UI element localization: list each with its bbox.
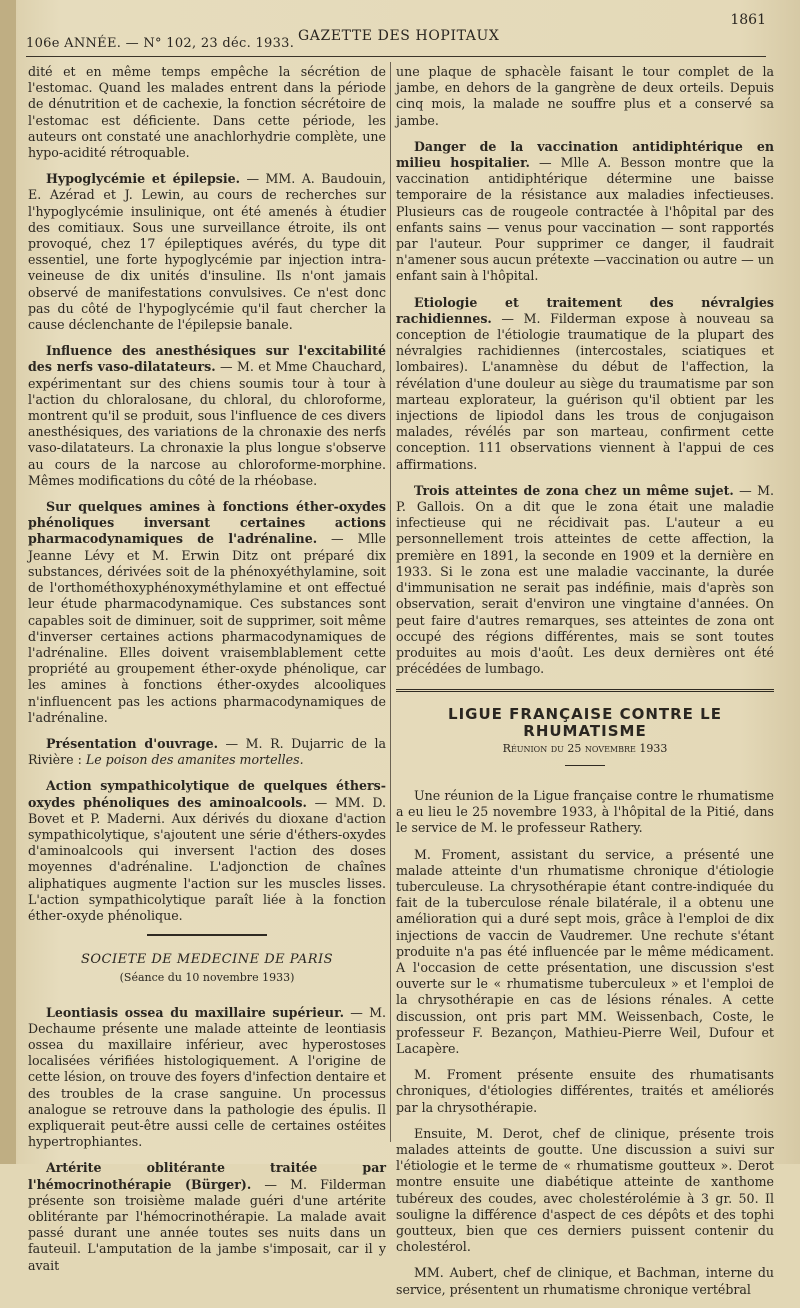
article-body: — MM. D. Bovet et P. Maderni. Aux dérivés du dioxane d'action sympathicolytique, s'ajoutent une série d'éthers-oxydes d'aminoalcools qui inversent l'action des doses moyennes d'adrénaline. L'adjonction de chaînes aliphatiques augmente l'action sur les muscles lisses. L'action sympathicolytique paraît liée à la fonction éther-oxyde phénolique. xyxy=(28,794,386,923)
article-heading: Trois atteintes de zona chez un même sujet. xyxy=(414,482,734,498)
article-leontiasis xyxy=(28,1005,386,1151)
section-double-rule xyxy=(396,689,774,692)
ligue-paragraph: M. Froment présente ensuite des rhumatisants chroniques, d'étiologies différentes, traités et améliorés par la chrysothérapie. xyxy=(396,1067,774,1115)
article-heading: Danger de la vaccination antidiphtérique en milieu hospitalier. xyxy=(396,138,774,171)
article-body: — M. P. Gallois. On a dit que le zona était une maladie infectieuse qui ne récidivait pas. L'auteur a eu personnellement trois atteintes de cette affection, la première en 1891, la seconde en 1909 et la dernière en 1933. Si le zona est une maladie vaccinante, la durée d'immunisation ne serait pas indéfinie, mais d'après son observation, serait d'environ une vingtaine d'années. On peut faire d'autres remarques, ses atteintes de zona ont occupé des régions différentes, mais se sont toutes produites au mois d'août. Les deux dernières ont été précédées de lumbago. xyxy=(396,482,774,677)
article-body: — Mlle A. Besson montre que la vaccination antidiphtérique détermine une baisse temporaire de la résistance aux maladies infectieuses. Plusieurs cas de rougeole contractée à l'hôpital par des enfants sains — venus pour vaccination — sont rapportés par l'auteur. Pour supprimer ce danger, il faudrait n'amener sous aucun prétexte —vaccination ou autre — un enfant sain à l'hôpital. xyxy=(396,155,774,284)
article-heading: Leontiasis ossea du maxillaire supérieur. xyxy=(46,1004,344,1020)
issue-info: 106e ANNÉE. — N° 102, 23 déc. 1933. xyxy=(26,36,295,51)
article-body: — M. et Mme Chauchard, expérimentant sur des chiens soumis tour à tour à l'action du chloralosane, du chloral, du chloroforme, montrent qu'il se produit, sous l'influence de ces divers anesthésiques, des variations de la chronaxie des nerfs vaso-dilatateurs. La chronaxie la plus longue s'observe au cours de la narcose au chloroforme-morphine. Mêmes modifications du côté de la rhéobase. xyxy=(28,359,387,488)
article-body: — M. Dechaume présente une malade atteinte de leontiasis ossea du maxillaire inférieur, avec hyperostoses localisées vérifiées histologiquement. A l'origine de cette lésion, on trouve des foyers d'infection dentaire et des troubles de la crase sanguine. Un processus analogue se retrouve dans la pathologie des épulis. Il expliquerait peut-être aussi celle de certaines ostéites hypertrophiantes. xyxy=(28,1004,386,1150)
page-binding-edge xyxy=(0,0,16,1164)
article-amines xyxy=(28,499,386,726)
ligue-subtitle: Réunion du 25 novembre 1933 xyxy=(502,741,668,755)
article-heading: Etiologie et traitement des névralgies rachidiennes. xyxy=(396,294,774,326)
article-heading: Artérite oblitérante traitée par l'hémocrinothérapie (Bürger). xyxy=(28,1160,386,1192)
header-rule xyxy=(26,56,766,57)
paragraph-continued: dité et en même temps empêche la sécrétion de l'estomac. Quand les malades entrent dans la période de dénutrition et de cachexie, la fonction sécrétoire de l'estomac est déficiente. Dans cette période, les auteurs ont constaté une anachlorhydrie complète, une hypo-acidité rétroquable. xyxy=(28,64,386,161)
article-heading: Influence des anesthésiques sur l'excitabilité des nerfs vaso-dilatateurs. xyxy=(28,343,386,375)
ligue-paragraph: M. Froment, assistant du service, a présenté une malade atteinte d'un rhumatisme chronique d'étiologie tuberculeuse. La chrysothérapie étant contre-indiquée du fait de la tuberculose rénale bilatérale, il a obtenu une amélioration qui a duré sept mois, grâce à l'emploi de dix injections de vaccin de Vaudremer. Une rechute s'étant produite n'a pas été influencée par le même médicament. A l'occasion de cette présentation, une discussion s'est ouverte sur le « rhumatisme tuberculeux » et l'emploi de la chrysothérapie en cas de lésions rénales. A cette discussion, ont pris part MM. Weissenbach, Coste, le professeur F. Bezançon, Mathieu-Pierre Weil, Dufour et Lacapère. xyxy=(396,846,774,1056)
article-body: — M. Filderman expose à nouveau sa conception de l'étiologie traumatique de la plupart des névralgies rachidiennes (intercostales, sciatiques et lombaires). L'anamnèse du début de l'affection, la révélation d'une douleur au siège du traumatisme par son marteau explorateur, la guérison qu'il obtient par les injections de lipiodol dans les trous de conjugaison malades, révélés par son marteau, confirment cette conception. 111 observations viennent à l'appui de ces affirmations. xyxy=(396,310,774,472)
section-separator xyxy=(147,934,267,936)
section-title: SOCIETE DE MEDECINE DE PARIS xyxy=(80,952,334,968)
article-body: — M. Filderman présente son troisième malade guéri d'une artérite oblitérante par l'hémocrinothérapie. La malade avait passé durant une année toutes ses nuits dans un fauteuil. L'amputation de la jambe s'imposait, car il y avait xyxy=(28,1176,386,1273)
article-heading: Sur quelques amines à fonctions éther-oxydes phénoliques inversant certaines actions pharmacodynamiques de l'adrénaline. xyxy=(28,499,386,547)
article-body: — M. R. Dujarric de la Rivière : xyxy=(28,735,386,768)
article-heading: Présentation d'ouvrage. xyxy=(46,735,218,751)
page-number: 1861 xyxy=(730,12,766,28)
article-nevralgies xyxy=(396,295,774,473)
article-arterite xyxy=(28,1160,386,1273)
article-body: — MM. A. Baudouin, E. Azérad et J. Lewin, au cours de recherches sur l'hypoglycémie insulinique, ont été amenés à étudier des comitiaux. Sous une surveillance étroite, ils ont provoqué, chez 17 épileptiques avérés, du type dit essentiel, une forte hypoglycémie par injection intra-veineuse de dix unités d'insuline. Ils n'ont jamais observé de manifestations convulsives. Ce n'est donc pas du côté de l'hypoglycémie qu'il faut chercher la cause déclenchante de l'épilepsie banale. xyxy=(28,171,386,333)
left-column xyxy=(28,64,386,1284)
article-hypoglycemie xyxy=(28,171,386,333)
ligue-paragraph: MM. Aubert, chef de clinique, et Bachman, interne du service, présentent un rhumatisme chronique vertébral xyxy=(396,1265,774,1297)
page-header xyxy=(26,6,766,58)
article-vaccination xyxy=(396,139,774,285)
ligue-rule xyxy=(565,765,605,766)
column-divider xyxy=(390,62,391,1142)
section-subtitle: (Séance du 10 novembre 1933) xyxy=(119,971,295,985)
ligue-paragraph: Une réunion de la Ligue française contre le rhumatisme a eu lieu le 25 novembre 1933, à l'hôpital de la Pitié, dans le service de M. le professeur Rathery. xyxy=(396,787,774,836)
journal-title: GAZETTE DES HOPITAUX xyxy=(298,28,500,44)
paragraph-continued: une plaque de sphacèle faisant le tour complet de la jambe, en dehors de la gangrène de deux orteils. Depuis cinq mois, la malade ne souffre plus et a conservé sa jambe. xyxy=(396,64,774,128)
article-heading: Hypoglycémie et épilepsie. xyxy=(46,171,241,187)
article-zona xyxy=(396,483,774,677)
article-sympathicolytique xyxy=(28,778,386,924)
article-anesthesiques xyxy=(28,343,386,489)
book-title: Le poison des amanites mortelles. xyxy=(85,752,304,768)
right-column xyxy=(396,64,774,1308)
ligue-title: LIGUE FRANÇAISE CONTRE LE RHUMATISME xyxy=(448,705,722,740)
article-body: — Mlle Jeanne Lévy et M. Erwin Ditz ont préparé dix substances, dérivées soit de la phénoxyéthylamine, soit de l'orthométhoxyphénoxyméthylamine et ont effectué leur étude pharmacodynamique. Ces substances sont capables soit de diminuer, soit de supprimer, soit même d'inverser certaines actions pharmacodynamiques de l'adrénaline. Elles doivent vraisemblablement cette propriété au groupement éther-oxyde phénolique, car les amines à fonctions éther-oxydes alcooliques n'influencent pas les actions pharmacodynamiques de l'adrénaline. xyxy=(28,531,386,725)
ligue-paragraph: Ensuite, M. Derot, chef de clinique, présente trois malades atteints de goutte. Une discussion a suivi sur l'étiologie et le terme de « rhumatisme goutteux ». Derot montre ensuite une diabétique atteinte de xanthome tubéreux des coudes, avec cholestérolémie à 3 gr. 50. Il souligne la différence d'aspect de ces dépôts et des tophi goutteux, bien que ces derniers puissent contenir du cholestérol. xyxy=(396,1125,774,1255)
article-ouvrage xyxy=(28,736,386,768)
article-heading: Action sympathicolytique de quelques éthers-oxydes phénoliques des aminoalcools. xyxy=(28,778,386,810)
